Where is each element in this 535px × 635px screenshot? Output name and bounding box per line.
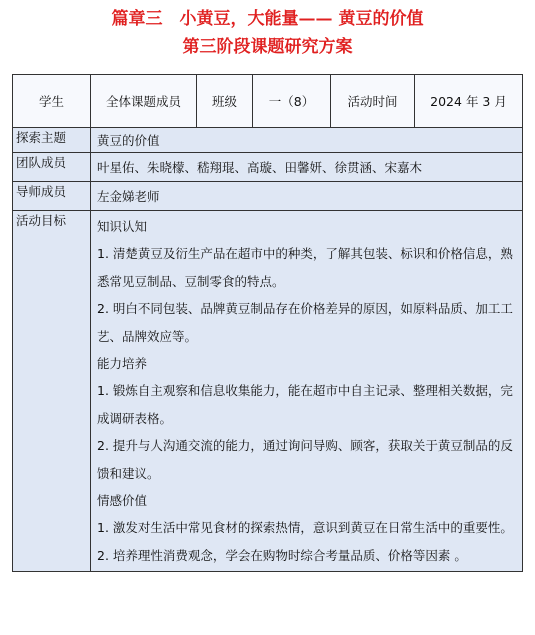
emotion-heading: 情感价值 xyxy=(97,493,148,509)
class-label: 班级 xyxy=(197,75,253,128)
class-value: 一（8） xyxy=(253,75,331,128)
knowledge-item-1: 1. 清楚黄豆及衍生产品在超市中的种类，了解其包装、标识和价格信息，熟悉常见豆制品、豆制零食的特点。 xyxy=(97,246,513,289)
student-value: 全体课题成员 xyxy=(91,75,197,128)
emotion-item-2: 2. 培养理性消费观念，学会在购物时综合考量品质、价格等因素 。 xyxy=(97,547,467,563)
student-label: 学生 xyxy=(13,75,91,128)
ability-item-2: 2. 提升与人沟通交流的能力，通过询问导购、顾客，获取关于黄豆制品的反馈和建议。 xyxy=(97,438,513,481)
goals-row xyxy=(13,211,523,572)
time-label: 活动时间 xyxy=(331,75,415,128)
knowledge-item-2: 2. 明白不同包装、品牌黄豆制品存在价格差异的原因，如原料品质、加工工艺、品牌效应等。 xyxy=(97,301,513,344)
plan-title: 第三阶段课题研究方案 xyxy=(182,37,353,57)
emotion-item-1: 1. 激发对生活中常见食材的探索热情，意识到黄豆在日常生活中的重要性。 xyxy=(97,520,513,536)
knowledge-heading: 知识认知 xyxy=(97,219,148,234)
mentor-row xyxy=(13,182,523,211)
chapter-title: 篇章三 小黄豆，大能量—— 黄豆的价值 xyxy=(111,9,424,29)
theme-value: 黄豆的价值 xyxy=(91,128,523,153)
mentor-value: 左金娣老师 xyxy=(91,182,523,211)
goals-label: 活动目标 xyxy=(13,211,91,572)
team-label: 团队成员 xyxy=(13,153,91,182)
goals-content xyxy=(91,211,523,572)
theme-row xyxy=(13,128,523,153)
ability-item-1: 1. 锻炼自主观察和信息收集能力，能在超市中自主记录、整理相关数据，完成调研表格。 xyxy=(97,383,513,426)
mentor-label: 导师成员 xyxy=(13,182,91,211)
time-value: 2024 年 3 月 xyxy=(415,75,523,128)
team-row xyxy=(13,153,523,182)
info-row xyxy=(13,75,523,128)
ability-heading: 能力培养 xyxy=(97,356,148,372)
theme-label: 探索主题 xyxy=(13,128,91,153)
research-plan-table xyxy=(12,74,523,572)
team-value: 叶星佑、朱晓檬、嵇翔琨、高璇、田馨妍、徐贯涵、宋嘉木 xyxy=(91,153,523,182)
